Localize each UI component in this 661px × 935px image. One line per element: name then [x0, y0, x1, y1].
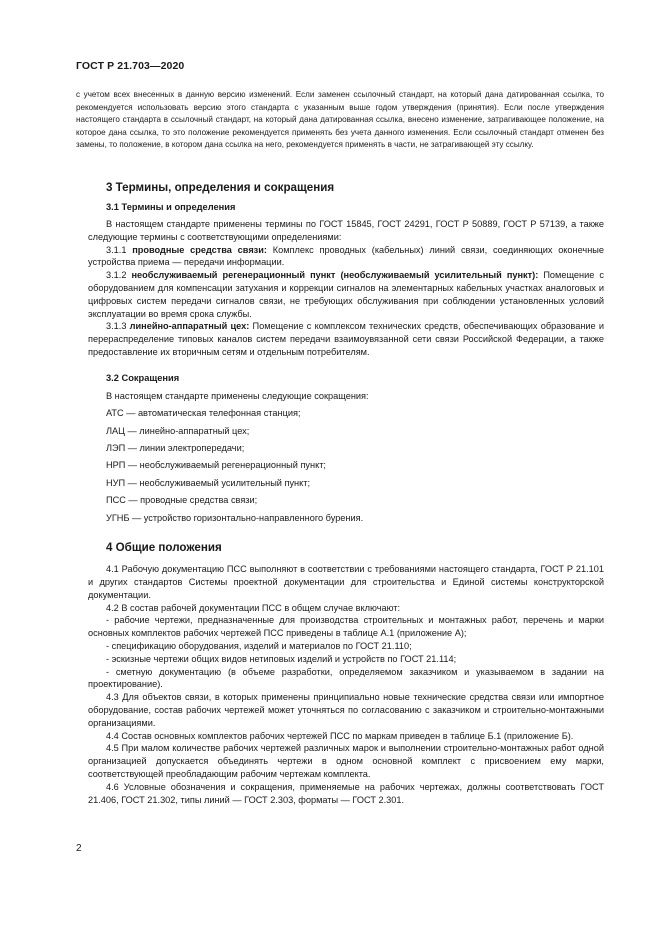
intro-paragraph: с учетом всех внесенных в данную версию изменений. Если заменен ссылочный стандарт, на который дана датированная ссылка, то рекомендуется использовать версию этого стандарта с указанным выше годом утверждения (принятия). Если после утверждения настоящего стандарта в ссылочный стандарт, на который дана датированная ссылка, внесено изменение, затрагивающее положение, на которое дана ссылка, то это положение рекомендуется применять без учета данного изменения. Если ссылочный стандарт отменен без замены, то положение, в котором дана ссылка на него, рекомендуется применять в части, не затрагивающей эту ссылку.	[76, 90, 604, 150]
list-item: - спецификацию оборудования, изделий и материалов по ГОСТ 21.110;	[106, 641, 412, 652]
term-number: 3.1.3	[106, 321, 127, 332]
term-name: проводные средства связи:	[132, 244, 267, 255]
list-item: - эскизные чертежи общих видов нетиповых изделий и устройств по ГОСТ 21.114;	[106, 653, 457, 664]
document-header: ГОСТ Р 21.703—2020	[76, 60, 185, 72]
subsection-3-1-title: 3.1 Термины и определения	[106, 202, 236, 212]
subsection-3-1-intro: В настоящем стандарте применены термины по ГОСТ 15845, ГОСТ 24291, ГОСТ Р 50889, ГОСТ Р 57139, а также следующие термины с соответствующими определениями:	[88, 219, 604, 242]
paragraph-4-6: 4.6 Условные обозначения и сокращения, применяемые на рабочих чертежах, должны соответствовать ГОСТ 21.406, ГОСТ 21.302, типы линий — ГОСТ 2.303, форматы — ГОСТ 2.301.	[88, 781, 604, 805]
section-4	[88, 540, 604, 806]
term-3-1-2	[88, 269, 604, 320]
abbreviation-item: ЛЭП — линии электропередачи;	[106, 442, 245, 453]
section-3-title: 3 Термины, определения и сокращения	[106, 181, 335, 194]
paragraph-4-4: 4.4 Состав основных комплектов рабочих чертежей ПСС по маркам приведен в таблице Б.1 (приложение Б).	[106, 730, 574, 741]
term-3-1-1	[88, 244, 604, 270]
term-number: 3.1.1	[106, 244, 127, 255]
term-name: линейно-аппаратный цех:	[129, 321, 250, 332]
abbreviation-item: УГНБ — устройство горизонтально-направленного бурения.	[106, 512, 364, 523]
main-content	[88, 180, 604, 806]
term-3-1-3	[88, 320, 604, 358]
term-number: 3.1.2	[106, 270, 127, 281]
term-name: необслуживаемый регенерационный пункт (необслуживаемый усилительный пункт):	[131, 270, 539, 281]
term-definition: Комплекс проводных (кабельных) линий связи, соединяющих оконечные устройства приема — передачи информации.	[88, 244, 604, 268]
section-4-title: 4 Общие положения	[106, 541, 222, 555]
list-item: - рабочие чертежи, предназначенные для производства строительных и монтажных работ, перечень и марки основных комплектов рабочих чертежей ПСС приведены в таблице А.1 (приложение А);	[88, 615, 604, 639]
subsection-3-2-title: 3.2 Сокращения	[106, 372, 180, 383]
abbreviation-item: АТС — автоматическая телефонная станция;	[106, 408, 301, 419]
term-definition: Помещение с комплексом технических средств, обеспечивающих образование и перераспределение типовых каналов систем передачи взаимоувязанной сети связи Российской Федерации, а также предоставление их вторичным сетям и отдельным потребителям.	[88, 321, 604, 357]
paragraph-4-3: 4.3 Для объектов связи, в которых применены принципиально новые технические средства связи или импортное оборудование, состав рабочих чертежей может уточняться по согласованию с заказчиком и строительно-монтажными организациями.	[88, 692, 604, 728]
page-number: 2	[76, 843, 82, 854]
abbreviation-item: НУП — необслуживаемый усилительный пункт;	[106, 477, 311, 488]
abbreviation-item: НРП — необслуживаемый регенерационный пункт;	[106, 460, 326, 471]
paragraph-4-1: 4.1 Рабочую документацию ПСС выполняют в соответствии с требованиями настоящего стандарта, ГОСТ Р 21.101 и других стандартов Системы проектной документации для строительства и Единой системы конструкторской документации.	[88, 564, 604, 600]
abbreviation-item: ПСС — проводные средства связи;	[106, 495, 258, 506]
section-3	[88, 180, 604, 524]
paragraph-4-2: 4.2 В состав рабочей документации ПСС в общем случае включают:	[106, 602, 401, 613]
abbreviation-item: ЛАЦ — линейно-аппаратный цех;	[106, 425, 250, 436]
abbreviations-list	[88, 390, 604, 525]
list-item: - сметную документацию (в объеме разработки, определяемом заказчиком и указываемом в задании на проектирование).	[88, 666, 604, 690]
paragraph-4-5: 4.5 При малом количестве рабочих чертежей различных марок и выполнении строительно-монтажных работ одной организацией допускается объединять чертежи в одном основной комплект с присвоением ему марки, соответствующей преобладающим рабочим чертежам комплекта.	[88, 743, 604, 780]
term-definition: Помещение с оборудованием для компенсации затухания и коррекции сигналов на элементарных кабельных участках аналоговых и цифровых систем передачи сигналов связи, не требующих обслуживания при соблюдении установленных условий эксплуатации во время срока службы.	[88, 270, 604, 319]
abbreviations-intro: В настоящем стандарте применены следующие сокращения:	[106, 390, 369, 401]
